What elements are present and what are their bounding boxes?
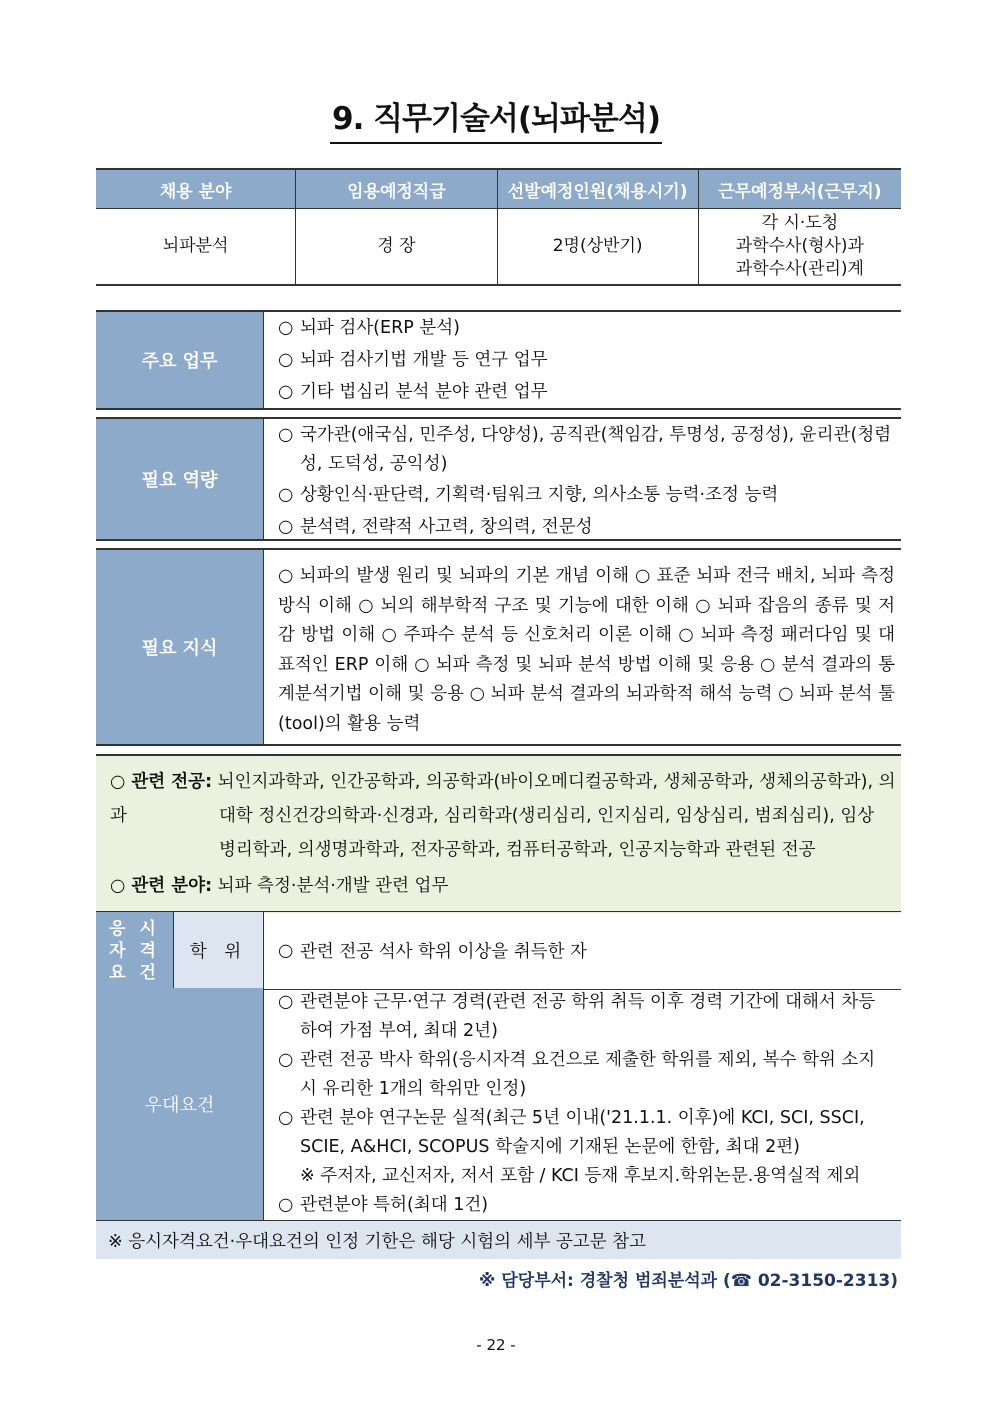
knowledge-section (96, 548, 901, 746)
main-duties-label: 주요 업무 (96, 312, 264, 408)
knowledge-body (264, 550, 901, 744)
preferences-section (96, 988, 901, 1222)
preferences-subnote: ※ 주저자, 교신저자, 저서 포함 / KCI 등재 후보지.학위논문.용역실적 제외 (300, 1166, 861, 1186)
knowledge-label: 필요 지식 (96, 550, 264, 744)
header-department: 근무예정부서(근무지) (718, 181, 882, 202)
preferences-body (264, 988, 901, 1220)
title-wrap (0, 98, 992, 144)
page-title: 9. 직무기술서(뇌파분석) (330, 98, 662, 144)
summary-value-row (96, 209, 901, 284)
related-section (96, 754, 901, 913)
department-line: 각 시·도청 (761, 213, 839, 233)
list-item: ○ 관련 전공 박사 학위(응시자격 요건으로 제출한 학위를 제외, 복수 학위 소지 시 유리한 1개의 학위만 인정) (278, 1050, 876, 1099)
list-item: ○ 관련 분야 연구논문 실적(최근 5년 이내('21.1.1. 이후)에 KCI, SCI, SSCI, SCIE, A&HCI, SCOPUS 학술지에 기재된 논문에 한함, 최대 2편) (278, 1108, 865, 1157)
header-rank: 임용예정직급 (296, 170, 497, 208)
contact-info: ※ 담당부서: 경찰청 범죄분석과 (☎ 02-3150-2313) (478, 1271, 898, 1291)
degree-requirement: ○ 관련 전공 석사 학위 이상을 취득한 자 (278, 940, 587, 962)
qualification-section (96, 911, 901, 990)
header-field: 채용 분야 (96, 170, 296, 208)
related-major: ○ 관련 전공: 뇌인지과학과, 인간공학과, 의공학과(바이오메디컬공학과, 생체공학과, 생체의공학과), 의과 (110, 772, 896, 826)
list-item: ○ 분석력, 전략적 사고력, 창의력, 전문성 (278, 517, 593, 537)
related-major-line: 대학 정신건강의학과·신경과, 심리학과(생리심리, 인지심리, 임상심리, 범죄심리), 임상 (219, 806, 875, 826)
footnote: ※ 응시자격요건·우대요건의 인정 기한은 해당 시험의 세부 공고문 참고 (96, 1221, 901, 1259)
value-count: 2명(상반기) (498, 209, 699, 284)
list-item: ○ 관련분야 특허(최대 1건) (278, 1195, 489, 1215)
competencies-body (264, 419, 901, 539)
list-item: ○ 국가관(애국심, 민주성, 다양성), 공직관(책임감, 투명성, 공정성), 윤리관(청렴성, 도덕성, 공익성) (278, 425, 892, 474)
qualification-label: 응 시 자 격 요 건 (96, 912, 174, 989)
degree-label: 학 위 (174, 912, 264, 989)
main-duties-body (264, 312, 901, 408)
department-line: 과학수사(형사)과 (735, 236, 864, 256)
list-item: ○ 뇌파 검사(ERP 분석) (278, 318, 460, 338)
competencies-section (96, 417, 901, 541)
list-item: ○ 뇌파 검사기법 개발 등 연구 업무 (278, 350, 548, 370)
department-line: 과학수사(관리)계 (735, 259, 864, 279)
summary-header-row (96, 170, 901, 209)
list-item: ○ 기타 법심리 분석 분야 관련 업무 (278, 382, 548, 402)
list-item: ○ 상황인식·판단력, 기획력·팀워크 지향, 의사소통 능력·조정 능력 (278, 485, 779, 505)
value-department (699, 209, 901, 284)
related-major-line: 병리학과, 의생명과학과, 전자공학과, 컴퓨터공학과, 인공지능학과 관련된 전공 (219, 840, 816, 860)
main-duties-section (96, 310, 901, 410)
competencies-label: 필요 역량 (96, 419, 264, 539)
preferences-label: 우대요건 (96, 988, 264, 1220)
value-field: 뇌파분석 (96, 209, 296, 284)
summary-table (96, 168, 901, 286)
header-count: 선발예정인원(채용시기) (498, 170, 699, 208)
related-field: ○ 관련 분야: 뇌파 측정·분석·개발 관련 업무 (110, 876, 449, 896)
list-item: ○ 관련분야 근무·연구 경력(관련 전공 학위 취득 이후 경력 기간에 대해서 차등 하여 가점 부여, 최대 2년) (278, 992, 876, 1041)
value-rank: 경 장 (296, 209, 497, 284)
page-number: - 22 - (476, 1336, 516, 1354)
knowledge-text: ○ 뇌파의 발생 원리 및 뇌파의 기본 개념 이해 ○ 표준 뇌파 전극 배치, 뇌파 측정 방식 이해 ○ 뇌의 해부학적 구조 및 기능에 대한 이해 ○ 뇌파 잡음의 종류 및 저감 방법 이해 ○ 주파수 분석 등 신호처리 이론 이해 ○ 뇌파 측정 패러다임 및 대표적인 ERP 이해 ○ 뇌파 측정 및 뇌파 분석 방법 이해 및 응용 ○ 분석 결과의 통계분석기법 이해 및 응용 ○ 뇌파 분석 결과의 뇌과학적 해석 능력 ○ 뇌파 분석 툴(tool)의 활용 능력 (278, 566, 895, 734)
